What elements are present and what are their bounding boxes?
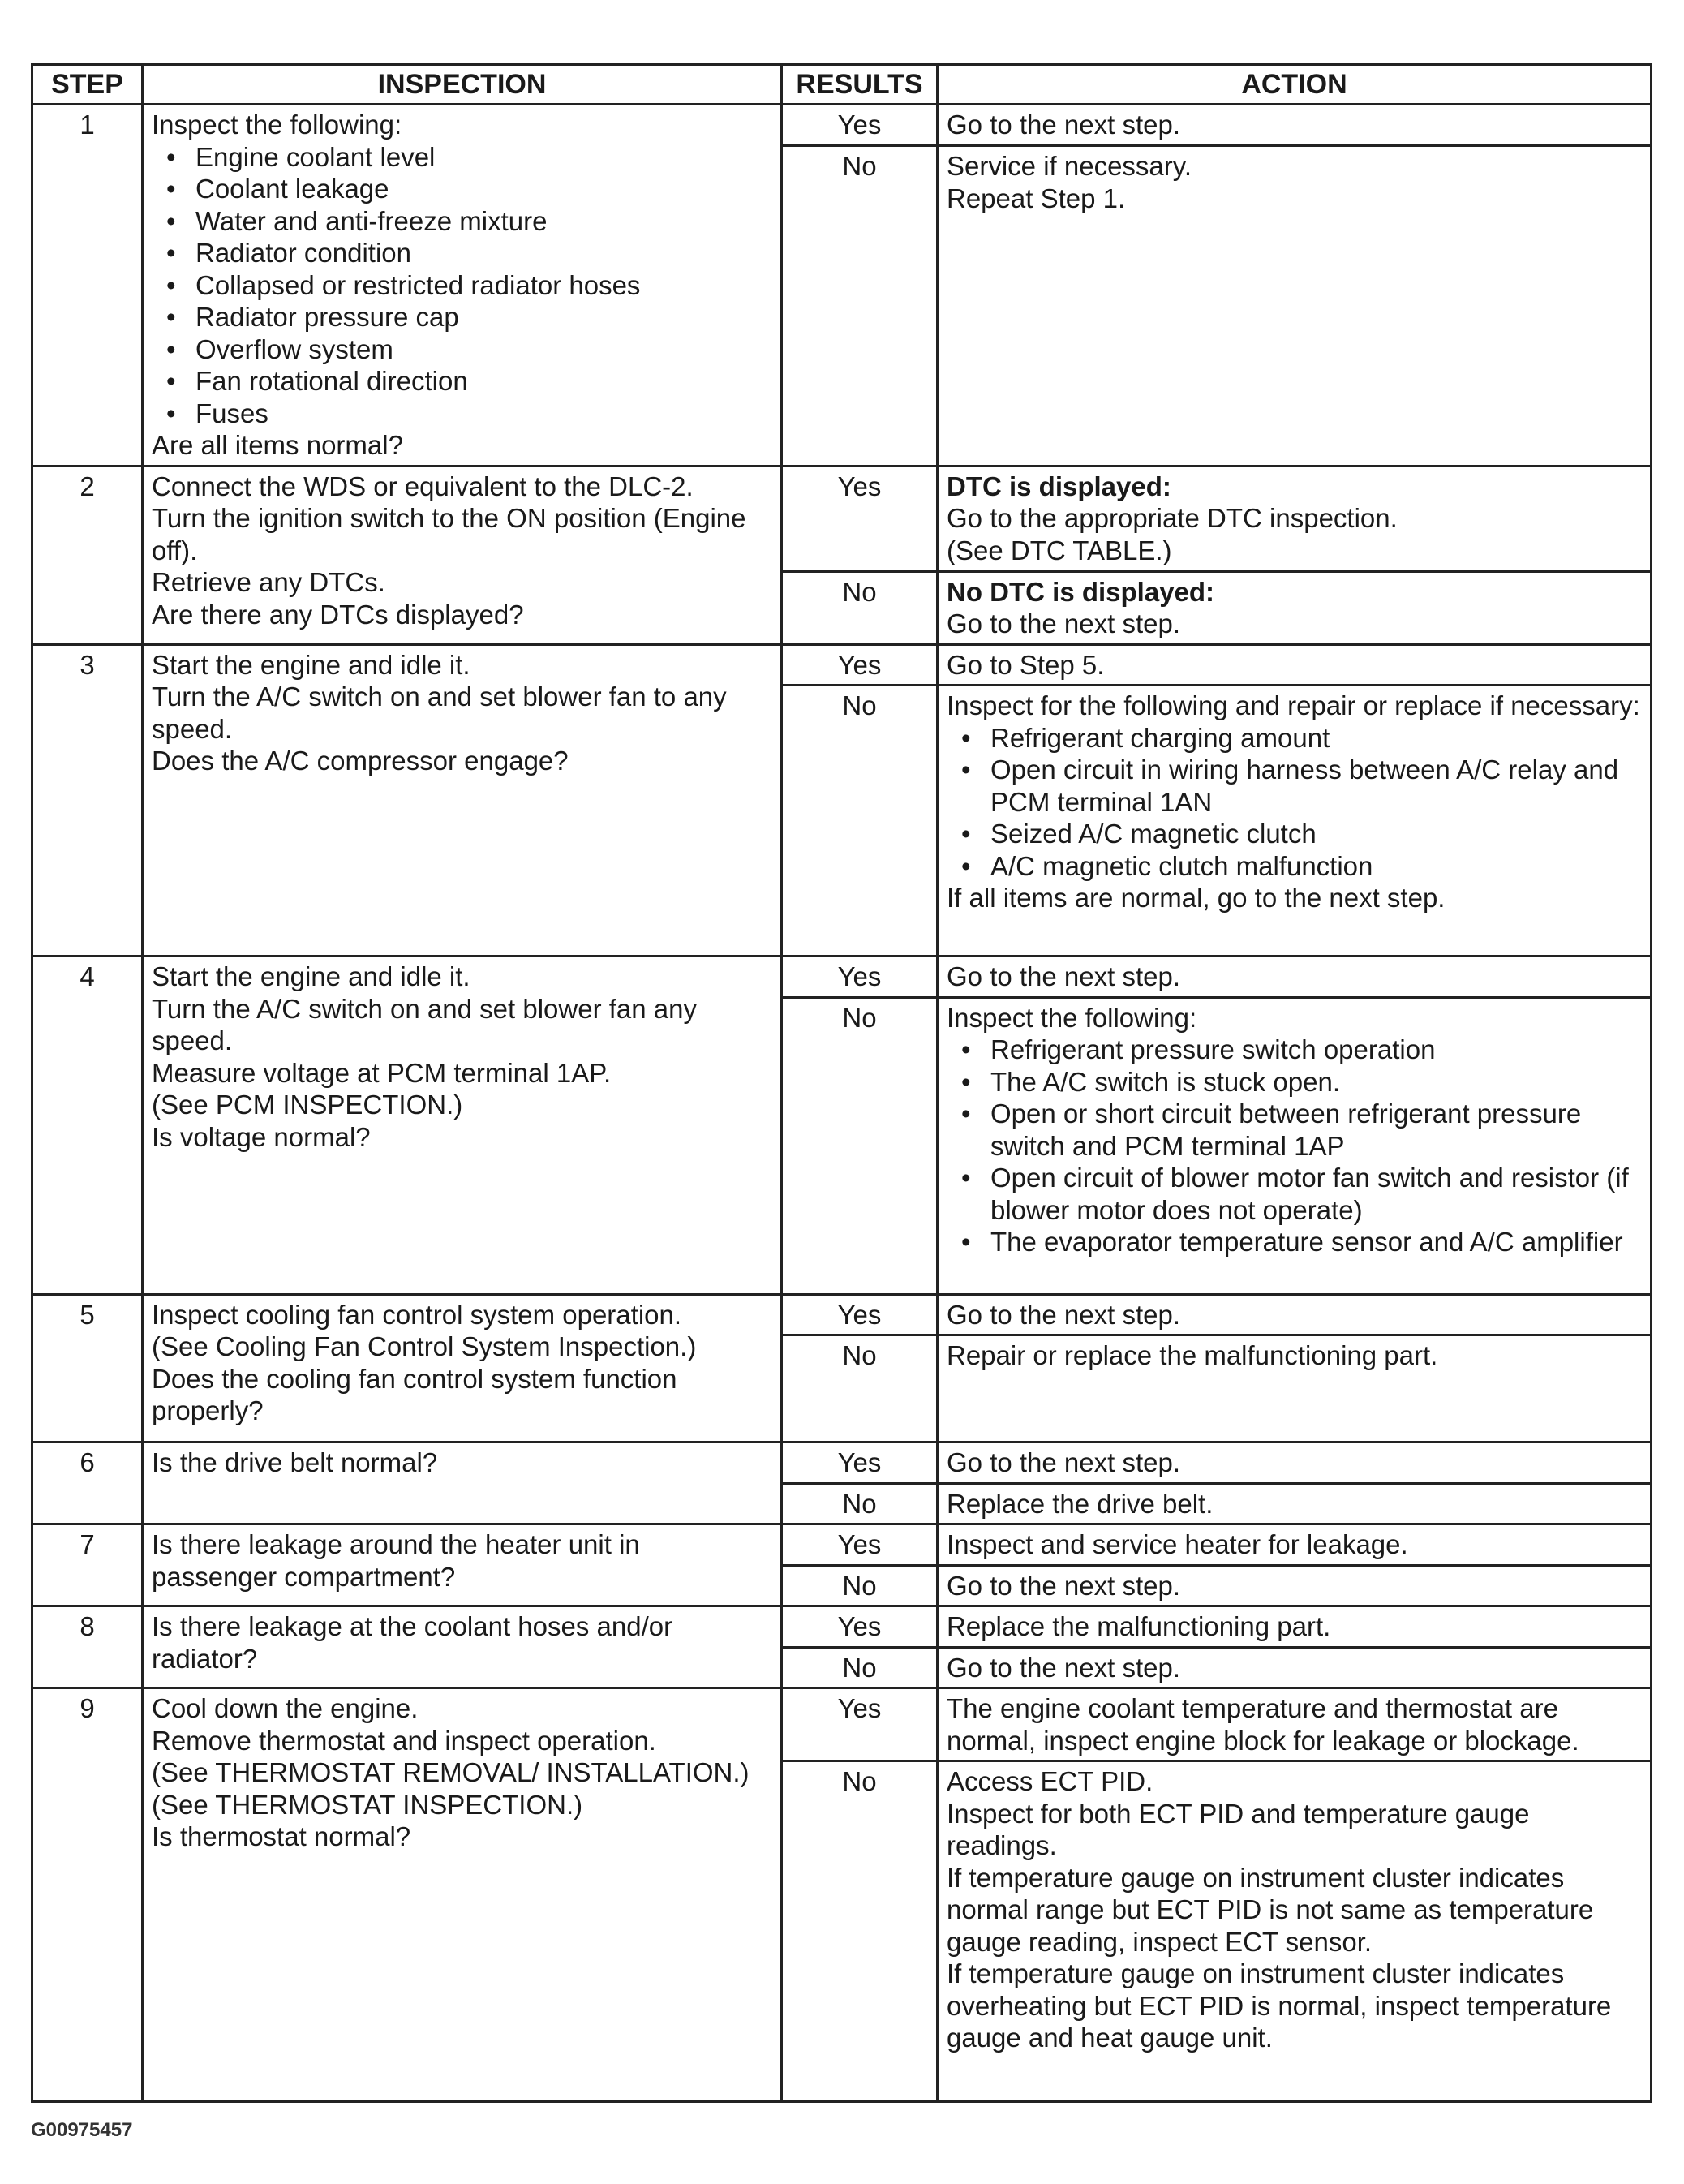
step-row-yes: [32, 1606, 1652, 1648]
inspection-question: Are all items normal?: [152, 430, 403, 460]
inspection-line: Are there any DTCs displayed?: [152, 599, 524, 630]
inspection-line: Connect the WDS or equivalent to the DLC-2.: [152, 471, 694, 501]
result-no: No: [782, 1565, 938, 1606]
checklist-item: • Coolant leakage: [166, 173, 772, 205]
step-number: 2: [32, 466, 143, 644]
action-line: Repair or replace the malfunctioning part.: [947, 1340, 1438, 1370]
action-yes: [938, 466, 1652, 571]
inspection-line: Is thermostat normal?: [152, 1821, 411, 1851]
inspection-line: Measure voltage at PCM terminal 1AP.: [152, 1057, 612, 1088]
step-number: 5: [32, 1294, 143, 1442]
checklist-item: • Radiator pressure cap: [166, 301, 772, 333]
inspection-intro: Inspect the following:: [152, 110, 402, 140]
action-checklist: [947, 1034, 1642, 1258]
checklist-item: • Water and anti-freeze mixture: [166, 205, 772, 238]
action-line: Go to the next step.: [947, 1570, 1181, 1601]
inspection-checklist: [152, 141, 772, 430]
step-number: 9: [32, 1688, 143, 2102]
result-no: No: [782, 1483, 938, 1524]
action-line: Replace the malfunctioning part.: [947, 1611, 1331, 1641]
inspection-cell: [143, 1688, 782, 2102]
action-no: [938, 1335, 1652, 1442]
inspection-line: Is there leakage at the coolant hoses and/or radiator?: [152, 1611, 673, 1674]
table-body: [32, 105, 1652, 2102]
action-line: (See DTC TABLE.): [947, 535, 1172, 565]
result-no: No: [782, 571, 938, 644]
inspection-cell: [143, 1524, 782, 1606]
action-checklist-item: • The A/C switch is stuck open.: [961, 1066, 1642, 1098]
action-heading: No DTC is displayed:: [947, 576, 1215, 607]
inspection-line: Turn the A/C switch on and set blower fan to any speed.: [152, 681, 727, 744]
figure-id: G00975457: [31, 2119, 133, 2141]
result-yes: Yes: [782, 1606, 938, 1648]
action-line: Go to the next step.: [947, 961, 1181, 991]
action-no: [938, 146, 1652, 466]
inspection-cell: [143, 1294, 782, 1442]
step-number: 3: [32, 644, 143, 957]
action-line: Go to the next step.: [947, 110, 1181, 140]
header-action: ACTION: [938, 65, 1652, 105]
step-number: 8: [32, 1606, 143, 1688]
result-yes: Yes: [782, 105, 938, 146]
action-line: Go to Step 5.: [947, 649, 1105, 680]
action-checklist-item: • Open or short circuit between refrigerant pressure switch and PCM terminal 1AP: [961, 1098, 1642, 1162]
action-outro: If all items are normal, go to the next step.: [947, 883, 1446, 913]
inspection-line: Turn the A/C switch on and set blower fan any speed.: [152, 993, 697, 1055]
action-heading: DTC is displayed:: [947, 471, 1171, 501]
header-inspection: INSPECTION: [143, 65, 782, 105]
checklist-item: • Radiator condition: [166, 237, 772, 269]
action-line: Go to the next step.: [947, 1299, 1181, 1330]
action-yes: [938, 1688, 1652, 1761]
action-line: Go to the next step.: [947, 608, 1181, 638]
action-no: [938, 571, 1652, 644]
diagnostic-table: [31, 63, 1652, 2103]
result-yes: Yes: [782, 1442, 938, 1484]
inspection-line: (See Cooling Fan Control System Inspection.): [152, 1331, 697, 1361]
checklist-item: • Fuses: [166, 398, 772, 430]
action-line: The engine coolant temperature and thermostat are normal, inspect engine block for leakage or blockage.: [947, 1693, 1579, 1756]
action-yes: [938, 1294, 1652, 1335]
action-no: [938, 686, 1652, 957]
inspection-line: Is there leakage around the heater unit in passenger compartment?: [152, 1529, 640, 1592]
step-number: 7: [32, 1524, 143, 1606]
inspection-cell: [143, 644, 782, 957]
action-checklist-item: • Refrigerant pressure switch operation: [961, 1034, 1642, 1066]
step-row-yes: [32, 1524, 1652, 1566]
inspection-line: Start the engine and idle it.: [152, 649, 470, 680]
inspection-line: Cool down the engine.: [152, 1693, 419, 1723]
step-row-yes: [32, 1442, 1652, 1484]
step-number: 1: [32, 105, 143, 466]
action-line: Repeat Step 1.: [947, 183, 1126, 213]
table-header-row: [32, 65, 1652, 105]
checklist-item: • Collapsed or restricted radiator hoses: [166, 269, 772, 302]
inspection-line: (See THERMOSTAT REMOVAL/ INSTALLATION.): [152, 1757, 750, 1787]
result-no: No: [782, 686, 938, 957]
step-row-yes: [32, 644, 1652, 686]
inspection-line: Inspect cooling fan control system operation.: [152, 1299, 682, 1330]
action-checklist-item: • Open circuit of blower motor fan switch and resistor (if blower motor does not operate): [961, 1162, 1642, 1226]
result-no: No: [782, 997, 938, 1294]
step-number: 6: [32, 1442, 143, 1524]
action-line: Replace the drive belt.: [947, 1488, 1214, 1519]
header-results: RESULTS: [782, 65, 938, 105]
step-row-yes: [32, 466, 1652, 571]
result-yes: Yes: [782, 957, 938, 998]
inspection-line: Start the engine and idle it.: [152, 961, 470, 991]
action-line: Go to the next step.: [947, 1447, 1181, 1477]
inspection-line: Is voltage normal?: [152, 1121, 371, 1152]
header-step: STEP: [32, 65, 143, 105]
checklist-item: • Overflow system: [166, 333, 772, 366]
action-yes: [938, 1442, 1652, 1484]
action-yes: [938, 1524, 1652, 1566]
action-intro: Inspect the following:: [947, 1002, 1197, 1033]
action-checklist: [947, 722, 1642, 883]
inspection-cell: [143, 1606, 782, 1688]
action-line: If temperature gauge on instrument cluster indicates overheating but ECT PID is normal, inspect temperature gauge and heat gauge unit.: [947, 1958, 1612, 2053]
diagnostic-procedure-document: [31, 63, 1650, 2103]
action-no: [938, 1565, 1652, 1606]
action-no: [938, 1483, 1652, 1524]
step-row-yes: [32, 1688, 1652, 1761]
result-no: No: [782, 1335, 938, 1442]
result-no: No: [782, 1761, 938, 2102]
action-checklist-item: • Refrigerant charging amount: [961, 722, 1642, 755]
checklist-item: • Fan rotational direction: [166, 365, 772, 398]
action-no: [938, 997, 1652, 1294]
action-yes: [938, 1606, 1652, 1648]
action-no: [938, 1647, 1652, 1688]
inspection-line: Does the A/C compressor engage?: [152, 746, 569, 776]
step-row-yes: [32, 957, 1652, 998]
action-line: Go to the appropriate DTC inspection.: [947, 503, 1398, 533]
action-checklist-item: • Seized A/C magnetic clutch: [961, 818, 1642, 850]
inspection-line: Is the drive belt normal?: [152, 1447, 438, 1477]
inspection-line: Does the cooling fan control system function properly?: [152, 1363, 677, 1425]
action-line: Service if necessary.: [947, 151, 1192, 182]
inspection-cell: [143, 1442, 782, 1524]
step-row-yes: [32, 105, 1652, 146]
result-yes: Yes: [782, 1688, 938, 1761]
checklist-item: • Engine coolant level: [166, 141, 772, 174]
action-line: Inspect and service heater for leakage.: [947, 1529, 1408, 1559]
result-yes: Yes: [782, 1294, 938, 1335]
result-no: No: [782, 146, 938, 466]
inspection-cell: [143, 466, 782, 644]
action-yes: [938, 957, 1652, 998]
action-line: Access ECT PID.: [947, 1766, 1153, 1796]
action-line: Inspect for both ECT PID and temperature gauge readings.: [947, 1798, 1530, 1860]
action-no: [938, 1761, 1652, 2102]
inspection-line: Retrieve any DTCs.: [152, 567, 385, 597]
action-checklist-item: • A/C magnetic clutch malfunction: [961, 850, 1642, 883]
inspection-line: (See PCM INSPECTION.): [152, 1090, 463, 1120]
action-yes: [938, 105, 1652, 146]
result-yes: Yes: [782, 1524, 938, 1566]
action-yes: [938, 644, 1652, 686]
action-checklist-item: • Open circuit in wiring harness between A/C relay and PCM terminal 1AN: [961, 754, 1642, 818]
inspection-cell: [143, 957, 782, 1295]
inspection-line: (See THERMOSTAT INSPECTION.): [152, 1789, 583, 1820]
action-intro: Inspect for the following and repair or replace if necessary:: [947, 690, 1640, 720]
action-line: If temperature gauge on instrument cluster indicates normal range but ECT PID is not same as temperature gauge reading, inspect ECT sensor.: [947, 1862, 1594, 1957]
result-no: No: [782, 1647, 938, 1688]
step-row-yes: [32, 1294, 1652, 1335]
inspection-line: Turn the ignition switch to the ON position (Engine off).: [152, 503, 746, 565]
result-yes: Yes: [782, 644, 938, 686]
result-yes: Yes: [782, 466, 938, 571]
step-number: 4: [32, 957, 143, 1295]
inspection-cell: [143, 105, 782, 466]
inspection-line: Remove thermostat and inspect operation.: [152, 1725, 656, 1756]
action-line: Go to the next step.: [947, 1652, 1181, 1683]
action-checklist-item: • The evaporator temperature sensor and A/C amplifier: [961, 1226, 1642, 1258]
